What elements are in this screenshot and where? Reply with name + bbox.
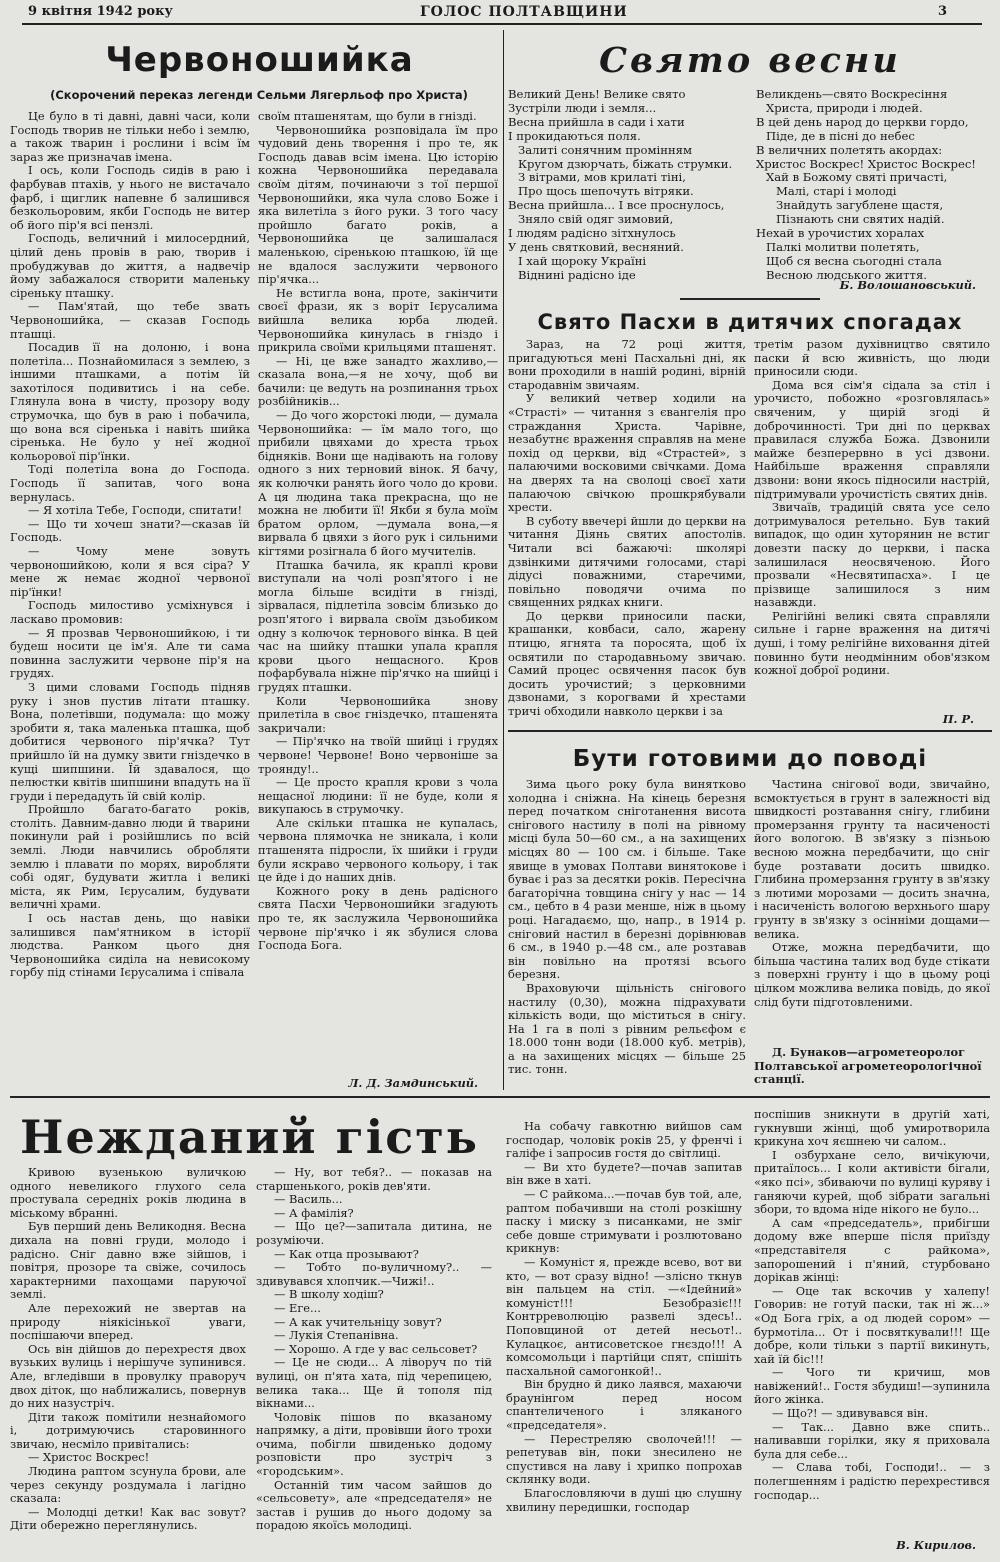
poem-line: Віднині радісно іде [518,267,636,282]
paragraph: — Пір'ячко на твоїй шийці і грудях червоне! Червоне! Воно червоніше за троянду!.. [258,734,498,776]
poem-line: І людям радісно зітхнулось [508,226,676,241]
svyato-title: Свято весни [599,40,901,81]
paragraph: — Оце так вскочив у халепу! Говорив: не готуй паски, так ні ж...» «Од Бога гріх, а од людей сором» —бурмотіла... От і посвяткували!!! Ще добре, коли тільки з партії викинуть, хай їй біс!!! [754,1283,990,1366]
paragraph: Господь, величний і милосердний, цілий день провів в раю, творив і пробуджував до життя, а надвечір йому забажалося створити маленьку сіреньку пташку. [10,231,250,300]
paragraph: Не встигла вона, проте, закінчити своєї фрази, як з воріт Ієрусалима вийшла велика юрба людей. Червоношийка кинулась в гніздо і прикрила своїми крильцями пташенят. [258,285,498,355]
paragraph: Тоді полетіла вона до Господа. Господь її запитав, чого вона вернулась. [10,462,250,504]
section-rule [508,730,992,732]
poem-line: Весна прийшла... І все проснулось, [508,198,725,213]
paragraph: Але перехожий не звертав на природу ніякісінької уваги, поспішаючи вперед. [10,1300,246,1343]
paragraph: Чоловік пішов по вказаному напрямку, а діти, провівши його трохи очима, побігли швиденько додому розповісти про зустріч з «городським». [256,1409,492,1479]
poem-line: І прокидаються поля. [508,128,641,143]
gist-column-4 [754,1108,990,1528]
poem-line: Весною людського життя. [766,267,927,282]
povid-signature: Д. Бунаков—агрометеоролог Полтавської агрометеорологічної станції. [754,1046,982,1087]
povid-column-1 [508,778,746,1090]
paragraph: — Перестреляю сволочей!!! —репетував він, поки знесилено не спустився на лаву і хрипко попрохав склянку води. [506,1431,742,1487]
paragraph: Зараз, на 72 році життя, пригадуються мені Пасхальні дні, як вони проходили в нашій родині, вірній стародавнім звичаям. [508,338,746,392]
poem-line: І хай щороку Україні [518,253,647,268]
paragraph: В суботу ввечері йшли до церкви на читання Діянь святих апостолів. Читали всі бажаючі: школярі дзвінкими дитячими голосами, старі дідусі поважними, старечими, повільно поводячи очима по священних рядках книги. [508,513,746,610]
poem-line: Залиті сонячним промінням [518,142,693,157]
paragraph: — Це просто крапля крови з чола нещасної людини: її не буде, коли я викупаюсь в струмочку. [258,775,498,817]
paragraph: — Чому мене зовуть червоношийкою, коли я вся сіра? У мене ж немає жодної червоної пір'їнки! [10,544,250,599]
poem-line: Христос Воскрес! Христос Воскрес! [756,156,976,171]
paragraph: Зима цього року була винятково холодна і сніжна. На кінець березня перед початком сніготанення висота снігового настилу в полі на рівному місці була 50—60 см., а на захищених місцях 80 — 100 см. і більше. Таке явище в умовах Полтави винятокове і буває і раз за десятки років. Пересічна багаторічна товщина снігу у нас — 14 см., цебто в 4 рази менше, ніж в цьому році. Нагадаємо, що, напр., в 1914 р. сніговий настил в березні дорівнював 6 см., в 1940 р.—48 см., але розтавав він повільно на протязі всього березня. [508,778,746,982]
paragraph: — Ні, це вже занадто жахливо,—сказала вона,—я не хочу, щоб ви бачили: це ведуть на розпинання трьох розбійників... [258,353,498,409]
paragraph: Дома вся сім'я сідала за стіл і урочисто, побожно «розговлялась» свяченим, у щирій згоді й доброчинності. Три дні по церквах правилася служба Божа. Дзвонили майже безперервно в усі дзвони. Найбільше враження справляли дзвони: вони якось підносили настрій, підтримували урочистість святих днів. [754,377,990,501]
gist-signature: В. Кирилов. [896,1538,976,1552]
poem-line: В величних полетять акордах: [756,142,943,157]
poem-line: Зустріли люди і земля... [508,100,657,115]
paragraph: — Слава тобі, Господи!.. — з полегшенням і радістю перехрестився господар... [754,1460,990,1502]
paragraph: У великий четвер ходили на «Страсті» — читання з євангелія про страждання Христа. Чарівне, незабутнє враження справляв на мене похід од церкви, від «Страстей», з палаючими восковими свічками. Дома на дверях та на сволоці своєї хати палаючою свічкою прошкрябували хрести. [508,391,746,515]
paragraph: — А как учительніцу зовут? [274,1314,442,1329]
paragraph: — Хорошо. А где у вас сельсовет? [274,1341,478,1356]
paragraph: Благословляючи в душі цю слушну хвилину передишки, господар [506,1486,742,1514]
header-rule [22,23,982,25]
poem-line: Христа, природи і людей. [766,100,923,115]
paragraph: — Я хотіла Тебе, Господи, спитати! [28,503,243,518]
paragraph: Кожного року в день радісного свята Пасхи Червоношийки згадують про те, як заслужила Червоношийка червоне пір'ячко і як збулися слова Господа Бога. [258,883,498,953]
paragraph: Враховуючи щільність снігового настилу (0,30), можна підрахувати кількість води, що міститься в снігу. На 1 га в полі з рівним рельєфом є 18.000 тонн води (18.000 куб. метрів), а на захищених місцях — більше 25 тис. тонн. [508,980,746,1077]
paragraph: третім разом духівництво святило паски й всю живність, що люди приносили сюди. [754,338,990,379]
paragraph: — Чого ти кричиш, мов навіжений!.. Гостя збудиш!—зупинила його жінка. [754,1365,990,1407]
gist-column-2 [256,1166,492,1560]
paragraph: Червоношийка розповідала їм про чудовий день творення і про те, як Господь давав всім імена. Цю історію кожна Червоношийка передавала своїм дітям, починаючи з тої першої Червоношийки, яка чула слово Боже і яка вилетіла з його руки. З того часу пройшло багато років, а Червоношийка це залишалася маленькою, сіренькою пташкою, їй ще не вдалося заслужити червоного пір'ячка... [258,122,498,287]
paragraph: На собачу гавкотню вийшов сам господар, чоловік років 25, у френчі і галіфе і запросив гостя до світлиці. [506,1120,742,1161]
povid-column-2 [754,778,990,1018]
paragraph: Останній тим часом зайшов до «сельсовету», але «председателя» не застав і рушив до нього додому за порадою якоїсь молодиці. [256,1477,492,1533]
paragraph: — Ну, вот тебя?.. — показав на старшенького, років дев'яти. [256,1166,492,1193]
paragraph: — Ви хто будете?—почав запитав він вже в хаті. [506,1159,742,1188]
paragraph: Звичаїв, традицій свята усе село дотримувалося ретельно. Був такий випадок, що один хуторянин не встиг довезти паску до церкви, і паска залишилася неосвяченою. Його прозвали «Несвятипасха». І це прізвище залишилося з ним назавжди. [754,500,990,610]
paragraph: Релігійні великі свята справляли сильне і гарне враження на дитячі душі, і тому релігійне виховання дітей повинно бути неодмінним обов'язком кожної доброї родини. [754,608,990,678]
paragraph: Пройшло багато-багато років, століть. Давним-давно люди й тварини покинули рай і розійшлись по всій землі. Люди навчились обробляти землю і плавати по морях, виробляти собі одяг, будувати житла і великі міста, як Рим, Ієрусалим, будувати величні храми. [10,802,250,912]
paragraph: — Тобто по-вуличному?.. — здивувався хлопчик.—Чижі!.. [256,1260,492,1288]
chervono-subtitle: (Скорочений переказ легенди Сельми Лягерльоф про Христа) [50,88,468,102]
pasky-signature: П. Р. [942,712,974,726]
paragraph: — Как отца прозывают? [274,1246,419,1261]
paragraph: — В школу ходіш? [274,1287,384,1302]
chervono-column-2 [258,110,498,1072]
poem-line: Нехай в урочистих хоралах [756,226,925,241]
paragraph: — Комуніст я, прежде всево, вот ви кто, — вот сразу відно! —злісно ткнув він пальцем на стіл. —«Ідейний» комуніст!!! Безобразіє!!! Контрреволюцію развелі здесь!.. Поповщиной от детей несьот!.. Кулацкоє, антисоветское гнєздо!!! А комсомольци і партійци спят, спішіть пасхальной самогонкой!.. [506,1254,742,1378]
paragraph: Посадив її на долоню, і вона полетіла... Познайомилася з землею, з іншими пташками, а потім їй захотілося подивитись і на себе. Глянула вона в чисту, прозору воду струмочка, що був в раю і побачила, що вона вся сіренька і навіть шийка сіренька. Не було у неї жодної кольорової пір'їнки. [10,340,250,463]
povid-title: Бути готовими до поводі [572,746,928,772]
paragraph: — Христос Воскрес! [28,1450,150,1465]
paragraph: — Василь... [274,1192,343,1207]
poem-line: З вітрами, мов крилаті тіні, [518,170,686,185]
gist-column-1 [10,1166,246,1560]
paragraph: З цими словами Господь підняв руку і знов пустив літати пташку. Вона, полетівши, подумала: що можу зробити я, така маленька пташка, щоб добитися червоного пір'ячка? Тут прийшло їй на думку звити гніздечко в кущі шипшини. Їй здавалося, що пелюстки квітів шипшини впадуть на її груди і передадуть їй свій колір. [10,679,250,803]
paragraph: Частина снігової води, звичайно, всмоктується в грунт в залежності від швидкості розтавання снігу, глибини промерзання грунту та насиченості його вологою. В зв'язку з пізньою весною можна передбачити, що сніг буде розтавати досить швидко. Глибина промерзання грунту в зв'язку з лютими морозами — досить значна, і насиченість вологою верхнього шару грунту в зв'язку з осінніми дощами—велика. [754,778,990,941]
paragraph: Господь милостиво усміхнувся і ласкаво промовив: [10,598,250,626]
paragraph: — До чого жорстокі люди, — думала Червоношийка: — їм мало того, що прибили цвяхами до хреста трьох бідняків. Вони ще надівають на голову одного з них терновий вінок. Я бачу, як колючки ранять його чоло до крови. А ця людина така прекрасна, що не можна не любити її! Якби я була моїм братом орлом, —думала вона,—я вирвала б цвяхи з його рук і сильними кігтями розігнала б його мучителів. [258,408,498,558]
pasky-column-1 [508,338,746,728]
poem-line: Великий День! Велике свято [508,88,686,101]
header-page-number: 3 [938,4,948,19]
paragraph: Пташка бачила, як краплі крови виступали на чолі розп'ятого і не могла більше всидіти в гнізді, зірвалася, підлетіла зовсім близько до розп'ятого і вирвала своїм дзьобиком одну з колючок тернового вінка. В цей час на шийку пташки упала крапля крови цього нещасного. Кров пофарбувала ніжне пір'ячко на шийці і грудях пташки. [258,557,498,694]
paragraph: поспішив зникнути в другій хаті, гукнувши жінці, щоб умиротворила крикуна хоч яєшнею чи салом.. [754,1108,990,1149]
gist-column-3 [506,1120,742,1560]
paragraph: — Лукія Степанівна. [274,1328,399,1343]
paragraph: І ось, коли Господь сидів в раю і фарбував птахів, у нього не вистачало фарб, і щиглик напевне б залишився безкольоровим, якби Господь не витер об його пір'я всі пензлі. [10,163,250,232]
paragraph: Людина раптом зсунула брови, але через секунду роздумала і лагідно сказала: [10,1464,246,1506]
chervono-signature: Л. Д. Замдинський. [348,1076,478,1090]
poem-line: В цей день народ до церкви гордо, [756,114,969,129]
paragraph: — Пам'ятай, що тебе звать Червоношийка, — сказав Господь пташці. [10,299,250,341]
poem-line: Весна прийшла в сади і хати [508,114,685,129]
paragraph: Це було в ті давні, давні часи, коли Господь творив не тільки небо і землю, а також тварин і рослини і всім їм зараз же призначав імена. [10,110,250,164]
poem-line: У день святковий, весняний. [508,239,684,254]
paragraph: — Еге... [274,1300,321,1315]
header-date: 9 квітня 1942 року [28,4,173,19]
paragraph: Був перший день Великодня. Весна дихала на повні груди, молодо і радісно. Сніг давно вже зійшов, і повітря, прозоре та свіже, сочилось характерними пахощами паруючої землі. [10,1219,246,1302]
paragraph: Коли Червоношийка знову прилетіла в своє гніздечко, пташенята закричали: [258,693,498,735]
paragraph: — С райкома...—почав був той, але, раптом побачивши на столі розкішну паску і миску з писанками, не зміг себе довше стримувати і розлютовано крикнув: [506,1186,742,1256]
header-paper-name: ГОЛОС ПОЛТАВЩИНИ [420,4,628,20]
column-rule [503,30,504,1090]
poem-line: Палкі молитви полетять, [766,239,920,254]
paragraph: І озбурхане село, вичікуючи, притаїлось... І коли активісти бігали, «яко псі», збиваючи по вулиці куряву і ганяючи курей, щоб зібрати загальні збори, то вдома ніде нікого не було... [754,1147,990,1217]
poem-line: Пізнають сни святих надій. [776,212,945,227]
poem-line: Знайдуть загублене щастя, [776,198,944,213]
paragraph: — Молодці детки! Как вас зовут? Діти обережно переглянулись. [10,1504,246,1533]
paragraph: Він брудно й дико лаявся, махаючи браунінгом перед носом спантеличеного і зляканого «председателя». [506,1377,742,1433]
paragraph: — Це не сюди... А ліворуч по тій вулиці, он п'ята хата, під черепицею, велика така... Ще й тополя під вікнами... [256,1355,492,1411]
poem-line: Зняло свій одяг зимовий, [518,212,674,227]
paragraph: — Що ти хочеш знати?—сказав їй Господь. [10,516,250,545]
poem-line: Піде, де в пісні до небес [766,128,915,143]
svyato-poem-1 [508,88,754,298]
chervono-column-1 [10,110,250,1090]
svyato-signature: Б. Волошановський. [839,278,976,292]
paragraph: Діти також помітили незнайомого і, дотримуючись старовинного звичаю, несміло привітались: [10,1409,246,1451]
paragraph: Ось він дійшов до перехрестя двох вузьких вулиць і нерішуче зупинився. Але, вгледівши в провулку праворуч двох діток, що наближались, повернув до них назустріч. [10,1341,246,1411]
paragraph: Але скільки пташка не купалась, червона плямочка не зникала, і коли пташенята підросли, їх шийки і груди були яскраво червоного кольору, і так це йде і до наших днів. [258,815,498,885]
poem-line: Щоб ся весна сьогодні стала [766,253,942,268]
poem-line: Великдень—свято Воскресіння [756,88,948,101]
poem-line: Кругом дзюрчать, біжать струмки. [518,156,733,171]
chervono-title: Червоношийка [105,40,414,80]
paragraph: — А фамілія? [274,1205,354,1220]
paragraph: — Що це?—запитала дитина, не розуміючи. [256,1219,492,1247]
paragraph: своїм пташенятам, що були в гнізді. [258,110,477,123]
poem-line: Хай в Божому святі причасті, [766,170,948,185]
paragraph: І ось настав день, що навіки залишився пам'ятником в історії людства. Ранком цього дня Червоношийка сиділа на невисокому горбу під стінами Ієрусалима і співала [10,911,250,980]
paragraph: Кривою вузенькою вуличкою одного невеликого глухого села простувала середніх років людина в міському вбранні. [10,1166,246,1220]
paragraph: — Так... Давно вже спить.. наливавши горілки, яку я приховала була для себе... [754,1419,990,1461]
poem-line: Малі, старі і молоді [776,184,897,199]
paragraph: До церкви приносили паски, крашанки, ковбаси, сало, жарену птицю, ягнята та поросята, щоб їх освятили по стародавньому звичаю. Самий процес освячення пасок був досить урочистий; з церковними дзвонами, з корогвами й хрестами тричі обходили навколо церкви і за [508,608,746,719]
pasky-title: Свято Пасхи в дитячих спогадах [537,310,963,334]
paragraph: — Що?! — здивувався він. [772,1406,929,1421]
paragraph: Отже, можна передбачити, що більша частина талих вод буде стікати з поверхні грунту і що в цьому році цілком можлива велика повідь, до якої слід бути підготовленими. [754,940,990,1009]
paragraph: — Я прозвав Червоношийкою, і ти будеш носити це ім'я. Але ти сама повинна заслужити червоне пір'я на грудях. [10,625,250,681]
lower-section-rule [10,1096,990,1098]
svyato-poem-2 [756,88,992,284]
pasky-column-2 [754,338,990,710]
poem-line: Про щось шепочуть вітряки. [518,184,694,199]
paragraph: А сам «председатель», прибігши додому вже вперше після приїзду «представітеля с райкома», запорошений і п'яний, стурбовано дорікав жінці: [754,1215,990,1285]
gist-title: Нежданий гість [20,1110,479,1164]
section-rule [680,298,820,300]
